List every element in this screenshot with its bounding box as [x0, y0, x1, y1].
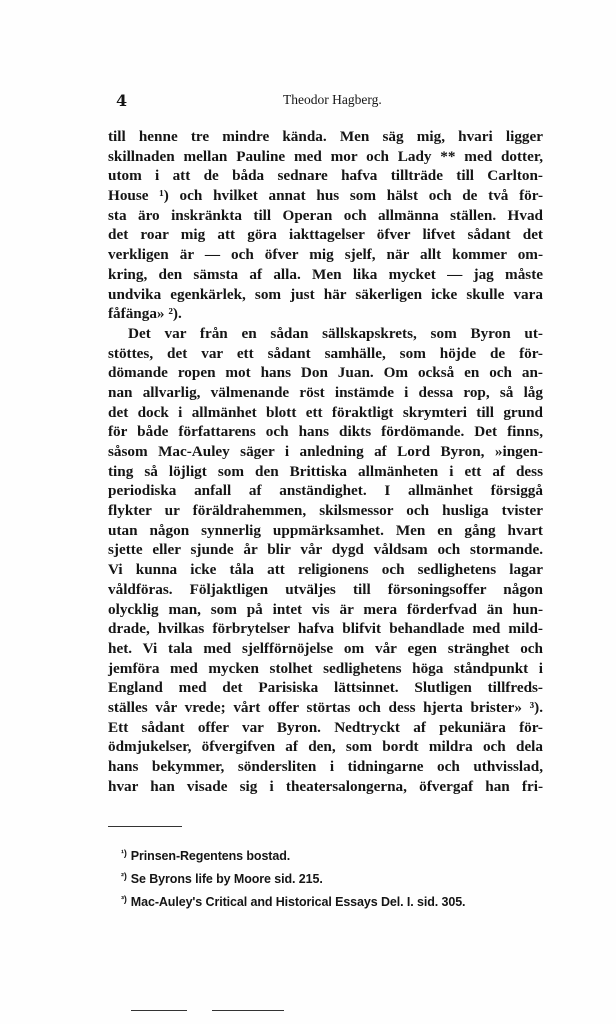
footnotes [121, 843, 541, 912]
text-line: fåfänga» ²). [108, 305, 182, 323]
text-line: utan någon synnerlig uppmärksamhet. Men en gång hvart [108, 521, 543, 539]
text-line: Vi kunna icke tåla att religionens och sedlighetens lagar [108, 561, 543, 579]
text-line: det dock i allmänhet blott ett föraktligt skrymteri till grund [108, 403, 543, 421]
text-line: Det var från en sådan sällskapskrets, som Byron ut- [128, 324, 543, 342]
text-line: House ¹) och hvilket annat hus som hälst och de två för- [108, 187, 543, 205]
footnote-mark: ¹) [121, 848, 127, 858]
text-line: verkligen är — och öfver mig sjelf, när allt kommer om- [108, 246, 543, 264]
text-line: Ett sådant offer var Byron. Nedtryckt af pekuniära för- [108, 718, 543, 736]
text-line: skillnaden mellan Pauline med mor och Lady ** med dotter, [108, 147, 543, 165]
footnote-mark: ²) [121, 871, 127, 881]
text-line: flykter ur föräldrahemmen, skilsmessor och husliga tvister [108, 502, 543, 520]
bottom-rule [131, 1010, 187, 1011]
text-line: jemföra med mycken stolhet sedlighetens höga ståndpunkt i [108, 659, 543, 677]
page-number: 4 [116, 91, 128, 110]
footnote [121, 889, 541, 912]
footnote [121, 866, 541, 889]
bottom-rule [212, 1010, 284, 1011]
text-line: stöttes, det var ett sådant samhälle, som höjde de för- [108, 344, 543, 362]
text-line: utom i att de båda sednare hafva tillträde till Carlton- [108, 167, 543, 185]
text-line: sta äro inskränkta till Operan och allmänna ställen. Hvad [108, 206, 543, 224]
text-line: drade, hvilkas förbrytelser hafva blifvit behandlade med mild- [108, 620, 543, 638]
text-line: ting så löjligt som den Brittiska allmänheten i ett af dess [108, 462, 543, 480]
text-line: undvika egenkärlek, som just här säkerligen icke skulle vara [108, 285, 543, 303]
text-line: våldföras. Följaktligen utväljes till försoningsoffer någon [108, 580, 543, 598]
footnote-text: Se Byrons life by Moore sid. 215. [130, 872, 323, 886]
footnote-mark: ³) [121, 894, 127, 904]
footnote-divider [108, 826, 182, 827]
body-text [108, 127, 543, 796]
text-line: såsom Mac-Auley säger i anledning af Lord Byron, »ingen- [108, 443, 543, 460]
text-line: dömande ropen mot hans Don Juan. Om också en och an- [108, 364, 543, 382]
text-line: sjette eller sjunde år blir vår dygd våldsam och stormande. [108, 541, 543, 559]
text-line: till henne tre mindre kända. Men säg mig, hvari ligger [108, 128, 543, 145]
footnote-text: Prinsen-Regentens bostad. [130, 849, 291, 863]
text-line: nan allvarlig, välmenande röst instämde i dessa rop, så låg [108, 383, 543, 401]
footnote-text: Mac-Auley's Critical and Historical Essays Del. I. sid. 305. [130, 895, 466, 909]
text-line: kring, den sämsta af alla. Men lika mycket — jag måste [108, 265, 543, 283]
text-line: olycklig man, som på intet vis är mera förderfvad än hun- [108, 600, 543, 618]
text-line: het. Vi tala med sjelfförnöjelse om vår egen stränghet och [108, 639, 543, 657]
page-header [108, 91, 543, 113]
text-line: England med det Parisiska lättsinnet. Slutligen tillfreds- [108, 679, 543, 697]
text-line: periodiska anfall af anständighet. I allmänhet försiggå [108, 482, 543, 500]
text-line: hans bekymmer, söndersliten i tidningarne och uthvisslad, [108, 758, 543, 775]
text-line: ställes vår vrede; vårt offer störtas och dess hjerta brister» ³). [108, 698, 543, 716]
text-line: för både författarens och hans dikts fördömande. Det finns, [108, 423, 543, 441]
text-line: det roar mig att göra iakttagelser öfver lifvet sådant det [108, 226, 543, 244]
text-line: hvar han visade sig i theatersalongerna, öfvergaf han fri- [108, 777, 543, 795]
running-title: Theodor Hagberg. [283, 92, 382, 107]
text-line: ödmjukelser, öfvergifven af den, som bordt mildra och dela [108, 738, 543, 756]
footnote [121, 843, 541, 866]
